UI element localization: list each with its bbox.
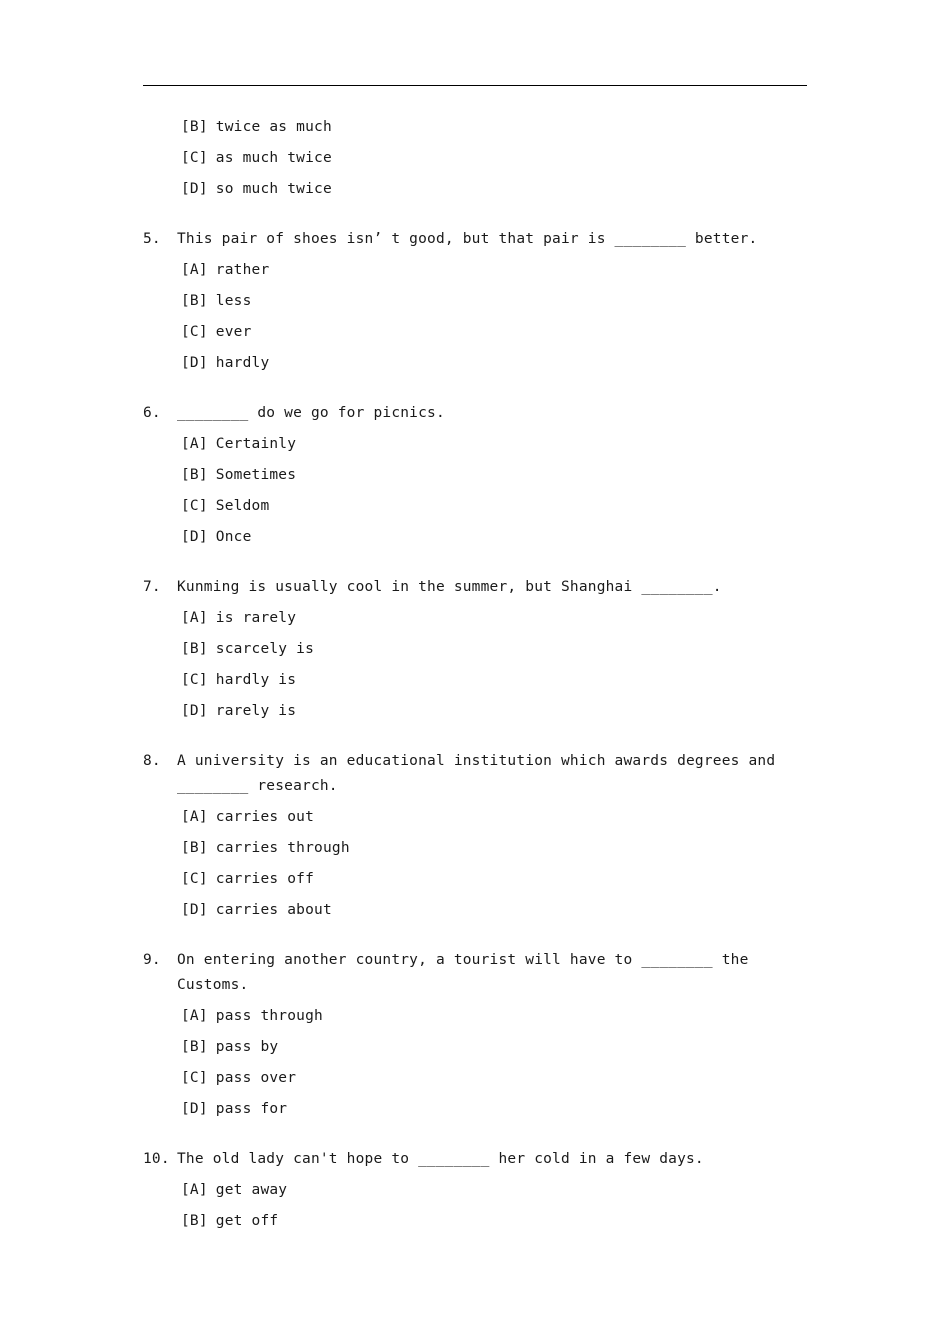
option-list: [143, 429, 807, 553]
question-10: [143, 1144, 807, 1237]
option: [181, 634, 807, 665]
option-list: [143, 255, 807, 379]
question-5: [143, 224, 807, 379]
option-key: [B]: [181, 641, 208, 657]
option-text: ever: [215, 324, 252, 340]
option-text: get off: [215, 1213, 279, 1229]
option-text: carries through: [215, 840, 350, 856]
option-key: [C]: [181, 150, 208, 166]
option-list: [143, 802, 807, 926]
option-text: Certainly: [215, 436, 297, 452]
option: [181, 255, 807, 286]
question-stem: [143, 1144, 807, 1175]
option: [181, 348, 807, 379]
option-text: is rarely: [215, 610, 297, 626]
option-text: scarcely is: [215, 641, 315, 657]
option-key: [A]: [181, 1182, 208, 1198]
option-text: Seldom: [215, 498, 270, 514]
option-key: [D]: [181, 529, 208, 545]
option: [181, 864, 807, 895]
question-text: Kunming is usually cool in the summer, but Shanghai ________.: [177, 579, 722, 595]
option: [181, 1063, 807, 1094]
option-list: [143, 1175, 807, 1237]
question-stem: [143, 572, 807, 603]
question-stem: [143, 746, 807, 802]
option-key: [A]: [181, 610, 208, 626]
option: [181, 665, 807, 696]
option-key: [B]: [181, 119, 208, 135]
option-text: hardly is: [215, 672, 297, 688]
option-text: Once: [215, 529, 252, 545]
option-key: [B]: [181, 840, 208, 856]
option-text: get away: [215, 1182, 288, 1198]
option-key: [A]: [181, 1008, 208, 1024]
option-key: [A]: [181, 809, 208, 825]
option-text: so much twice: [215, 181, 332, 197]
option: [181, 1032, 807, 1063]
question-text: The old lady can't hope to ________ her cold in a few days.: [177, 1151, 704, 1167]
question-text: On entering another country, a tourist will have to ________ the Customs.: [177, 952, 758, 993]
option-key: [D]: [181, 902, 208, 918]
question-stem: [143, 398, 807, 429]
option: [181, 802, 807, 833]
question-7: [143, 572, 807, 727]
question-6: [143, 398, 807, 553]
question-9: [143, 945, 807, 1125]
option-text: carries about: [215, 902, 332, 918]
option-text: twice as much: [215, 119, 332, 135]
option-text: pass by: [215, 1039, 279, 1055]
question-stem: [143, 945, 807, 1001]
question-8: [143, 746, 807, 926]
option: [181, 143, 807, 174]
question-number: 7.: [143, 579, 161, 595]
option: [181, 1206, 807, 1237]
option-key: [A]: [181, 436, 208, 452]
option-text: pass through: [215, 1008, 323, 1024]
option-key: [C]: [181, 498, 208, 514]
header-rule: [143, 85, 807, 86]
option-text: as much twice: [215, 150, 332, 166]
option: [181, 317, 807, 348]
option: [181, 522, 807, 553]
option-list: [143, 603, 807, 727]
option: [181, 491, 807, 522]
option: [181, 895, 807, 926]
question-text: This pair of shoes isn’ t good, but that pair is ________ better.: [177, 231, 758, 247]
question-text: A university is an educational institution which awards degrees and ________ research.: [177, 753, 785, 794]
option-key: [C]: [181, 672, 208, 688]
question-number: 8.: [143, 753, 161, 769]
option-key: [B]: [181, 1213, 208, 1229]
option-text: carries out: [215, 809, 315, 825]
question-text: ________ do we go for picnics.: [177, 405, 445, 421]
option-key: [B]: [181, 293, 208, 309]
question-number: 9.: [143, 952, 161, 968]
option-text: carries off: [215, 871, 315, 887]
option-text: Sometimes: [215, 467, 297, 483]
question-stem: [143, 224, 807, 255]
option-key: [B]: [181, 467, 208, 483]
option-text: hardly: [215, 355, 270, 371]
option-key: [D]: [181, 355, 208, 371]
exam-content: [143, 112, 807, 1237]
option-text: pass over: [215, 1070, 297, 1086]
option-text: rather: [215, 262, 270, 278]
option: [181, 286, 807, 317]
option: [181, 1001, 807, 1032]
option: [181, 1175, 807, 1206]
option-key: [C]: [181, 1070, 208, 1086]
continued-options: [143, 112, 807, 205]
option-text: rarely is: [215, 703, 297, 719]
option-list: [143, 1001, 807, 1125]
option-key: [D]: [181, 1101, 208, 1117]
option: [181, 112, 807, 143]
option-key: [C]: [181, 324, 208, 340]
option-key: [A]: [181, 262, 208, 278]
option: [181, 696, 807, 727]
option: [181, 174, 807, 205]
question-number: 5.: [143, 231, 161, 247]
option-text: pass for: [215, 1101, 288, 1117]
option: [181, 833, 807, 864]
option: [181, 1094, 807, 1125]
option-key: [D]: [181, 181, 208, 197]
option-text: less: [215, 293, 252, 309]
option-key: [B]: [181, 1039, 208, 1055]
question-number: 6.: [143, 405, 161, 421]
option-key: [C]: [181, 871, 208, 887]
option: [181, 603, 807, 634]
question-number: 10.: [143, 1151, 170, 1167]
option: [181, 460, 807, 491]
option-key: [D]: [181, 703, 208, 719]
option: [181, 429, 807, 460]
